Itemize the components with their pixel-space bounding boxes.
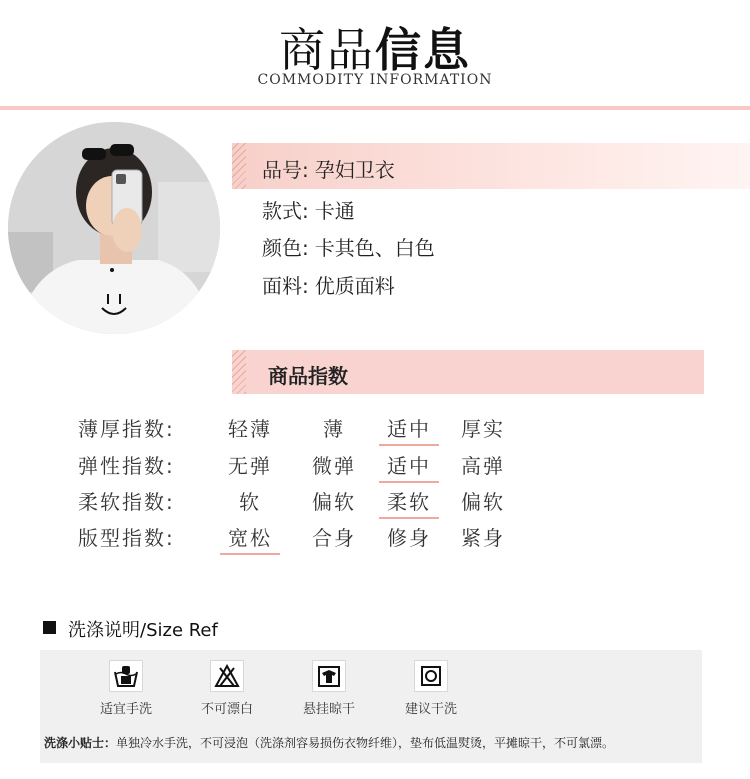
info-value: 卡通 xyxy=(314,199,355,223)
info-value: 卡其色、白色 xyxy=(314,236,435,260)
info-band-hatch xyxy=(232,143,246,189)
page-title xyxy=(0,14,750,80)
index-option: 薄 xyxy=(323,417,345,441)
info-row-fabric: 面料: 优质面料 xyxy=(262,274,395,298)
wash-label: 建议干洗 xyxy=(404,702,457,717)
index-option-selected: 适中 xyxy=(379,413,439,446)
index-option-selected: 柔软 xyxy=(379,486,439,519)
wash-item-dry-clean xyxy=(386,660,476,717)
tips-label: 洗涤小贴士： xyxy=(44,736,117,750)
wash-tips xyxy=(44,734,704,751)
info-label: 品号 xyxy=(262,158,302,182)
info-value: 孕妇卫衣 xyxy=(314,158,395,182)
index-option: 无弹 xyxy=(228,454,272,478)
info-value: 优质面料 xyxy=(314,274,395,298)
info-label: 颜色 xyxy=(262,236,302,260)
index-option: 紧身 xyxy=(461,526,505,550)
wash-item-hang-dry xyxy=(284,660,374,717)
wash-label: 适宜手洗 xyxy=(99,702,152,717)
title-light: 商品 xyxy=(279,23,375,77)
tips-text: 单独冷水手洗，不可浸泡（洗涤剂容易损伤衣物纤维），垫布低温熨烫，平摊晾干，不可氯漂。 xyxy=(116,736,615,750)
hand-wash-icon xyxy=(109,660,143,692)
index-label-softness: 柔软指数: xyxy=(78,490,175,514)
index-band-hatch xyxy=(232,350,246,394)
wash-label: 不可漂白 xyxy=(200,702,253,717)
index-option: 偏软 xyxy=(461,490,505,514)
info-row-color: 颜色: 卡其色、白色 xyxy=(262,236,435,260)
index-option: 软 xyxy=(239,490,261,514)
model-photo xyxy=(8,122,220,334)
hang-dry-icon xyxy=(312,660,346,692)
index-option-selected: 宽松 xyxy=(220,522,280,555)
index-label-elasticity: 弹性指数: xyxy=(78,454,175,478)
index-option: 修身 xyxy=(387,526,431,550)
title-bold: 信息 xyxy=(375,23,471,77)
info-row-item-no: 品号: 孕妇卫衣 xyxy=(262,158,395,182)
wash-item-no-bleach xyxy=(182,660,272,717)
info-label: 面料 xyxy=(262,274,302,298)
index-option: 偏软 xyxy=(312,490,356,514)
index-option: 合身 xyxy=(312,526,356,550)
wash-section-title: 洗涤说明/Size Ref xyxy=(68,620,218,641)
wash-item-hand-wash xyxy=(81,660,171,717)
header-divider xyxy=(0,106,750,110)
index-label-fit: 版型指数: xyxy=(78,526,175,550)
section-bullet-square xyxy=(43,621,56,634)
index-option: 厚实 xyxy=(461,417,505,441)
page-subtitle: COMMODITY INFORMATION xyxy=(257,72,493,88)
index-option-selected: 适中 xyxy=(379,450,439,483)
no-bleach-icon xyxy=(210,660,244,692)
info-row-style: 款式: 卡通 xyxy=(262,199,355,223)
index-option: 高弹 xyxy=(461,454,505,478)
info-label: 款式 xyxy=(262,199,302,223)
index-label-thickness: 薄厚指数: xyxy=(78,417,175,441)
index-option: 微弹 xyxy=(312,454,356,478)
index-option: 轻薄 xyxy=(228,417,272,441)
dry-clean-icon xyxy=(414,660,448,692)
index-section-title: 商品指数 xyxy=(268,364,348,388)
wash-label: 悬挂晾干 xyxy=(302,702,355,717)
